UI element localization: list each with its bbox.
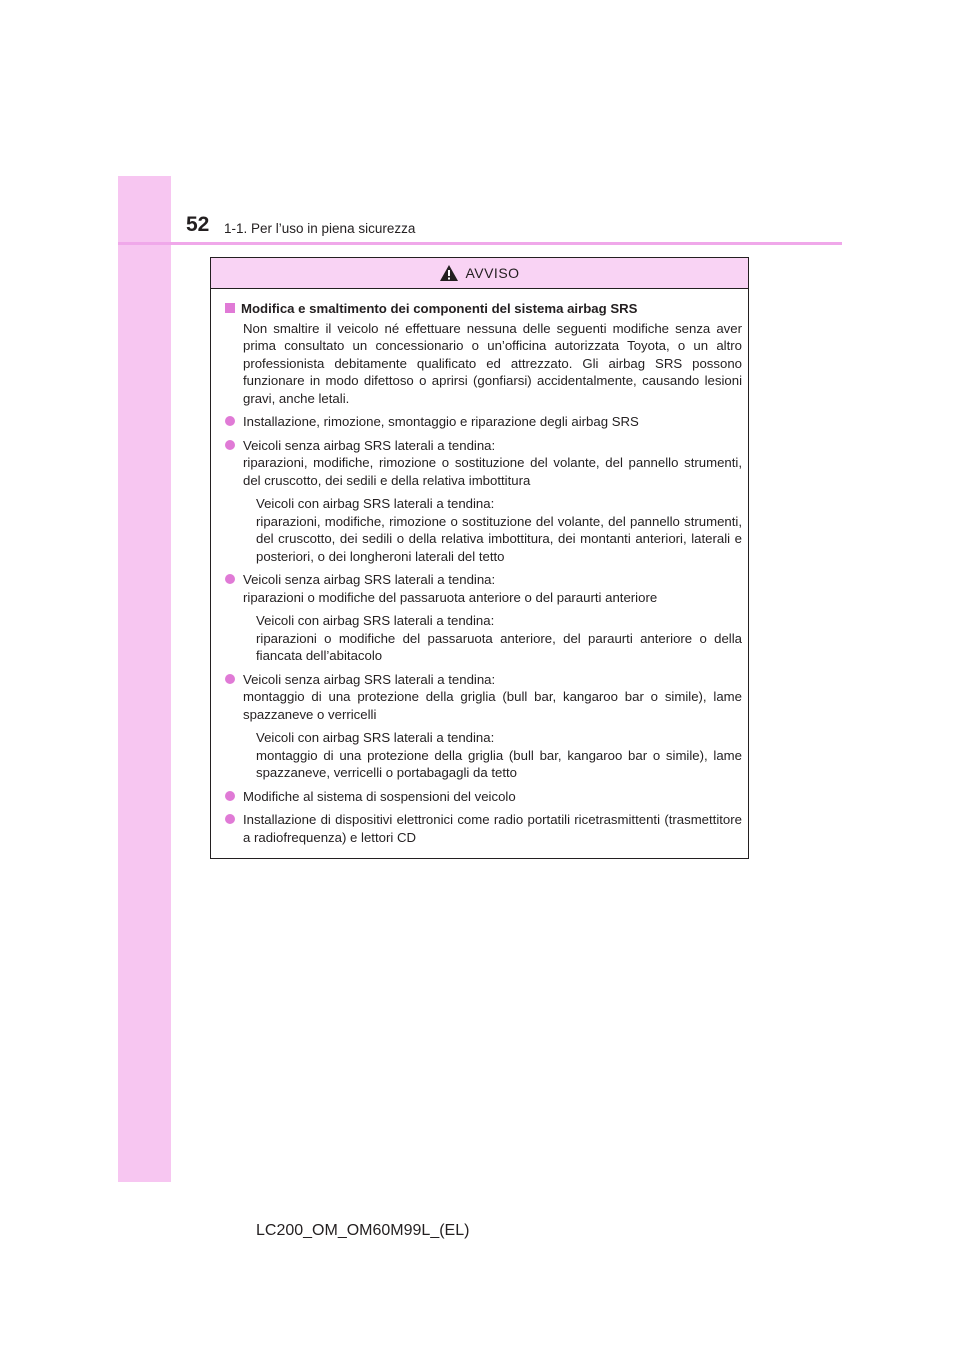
sub-item — [256, 612, 742, 665]
warning-intro — [243, 320, 742, 408]
item-text: riparazioni o modifiche del passaruota anteriore o del paraurti anteriore — [243, 589, 658, 605]
item-lead: Veicoli senza airbag SRS laterali a tendina: — [243, 671, 496, 687]
item-lead: Installazione, rimozione, smontaggio e riparazione degli airbag SRS — [243, 414, 639, 429]
list-item — [225, 788, 742, 806]
sub-item-lead: Veicoli con airbag SRS laterali a tendina: — [256, 613, 495, 628]
item-lead: Veicoli senza airbag SRS laterali a tendina: — [243, 572, 496, 587]
section-title: 1-1. Per l’uso in piena sicurezza — [224, 221, 416, 236]
list-item — [225, 413, 742, 431]
sub-item-lead: Veicoli con airbag SRS laterali a tendina: — [256, 496, 495, 511]
warning-heading-text: Modifica e smaltimento dei componenti del sistema airbag SRS — [241, 301, 638, 316]
bullet-icon — [225, 440, 235, 450]
list-item — [225, 571, 742, 606]
square-bullet-icon — [225, 303, 235, 313]
sub-item — [256, 729, 742, 782]
sub-item — [256, 495, 742, 565]
list-item — [225, 437, 742, 490]
sub-item-lead: Veicoli con airbag SRS laterali a tendina: — [256, 730, 495, 745]
warning-heading — [225, 300, 742, 318]
item-lead: Installazione di dispositivi elettronici come radio portatili ricetrasmittenti (trasmettitore a radiofrequenza) e lettori CD — [243, 812, 742, 845]
bullet-icon — [225, 416, 235, 426]
warning-header — [211, 258, 748, 289]
sub-item-text: riparazioni, modifiche, rimozione o sostituzione del volante, del pannello strumenti, del cruscotto, dei sedili o della relativa imbottitura, dei montanti anteriori, laterali e posteriori, o dei longheroni laterali del tetto — [256, 513, 742, 564]
item-text: montaggio di una protezione della griglia (bull bar, kangaroo bar o simile), lame spazzaneve o verricelli — [243, 689, 742, 722]
warning-intro-text: Non smaltire il veicolo né effettuare nessuna delle seguenti modifiche senza aver prima consultato un concessionario o un’officina autorizzata Toyota, o un altro professionista debitamente qualificato ed attrezzato. Gli airbag SRS possono funzionare in modo difettoso o aprirsi (gonfiarsi) accidentalmente, causando lesioni gravi, anche letali. — [243, 320, 742, 406]
list-item — [225, 811, 742, 846]
side-color-band — [118, 176, 171, 1182]
sub-item-text: montaggio di una protezione della griglia (bull bar, kangaroo bar o simile), lame spazzaneve, verricelli o portabagagli da tetto — [256, 747, 742, 780]
warning-triangle-icon — [439, 264, 459, 282]
item-lead: Modifiche al sistema di sospensioni del veicolo — [243, 788, 516, 804]
warning-body — [211, 289, 748, 846]
bullet-icon — [225, 791, 235, 801]
bullet-icon — [225, 814, 235, 824]
bullet-icon — [225, 674, 235, 684]
warning-label: AVVISO — [465, 265, 520, 281]
list-item — [225, 671, 742, 724]
bullet-icon — [225, 574, 235, 584]
document-code: LC200_OM_OM60M99L_(EL) — [256, 1222, 470, 1239]
sub-item-text: riparazioni o modifiche del passaruota anteriore, del paraurti anteriore o della fiancata dell’abitacolo — [256, 630, 742, 663]
page-number: 52 — [186, 213, 210, 236]
header-rule — [118, 242, 842, 245]
warning-box — [210, 257, 749, 859]
item-text: riparazioni, modifiche, rimozione o sostituzione del volante, del pannello strumenti, del cruscotto, dei sedili e della relativa imbottitura — [243, 455, 742, 488]
item-lead: Veicoli senza airbag SRS laterali a tendina: — [243, 437, 496, 453]
